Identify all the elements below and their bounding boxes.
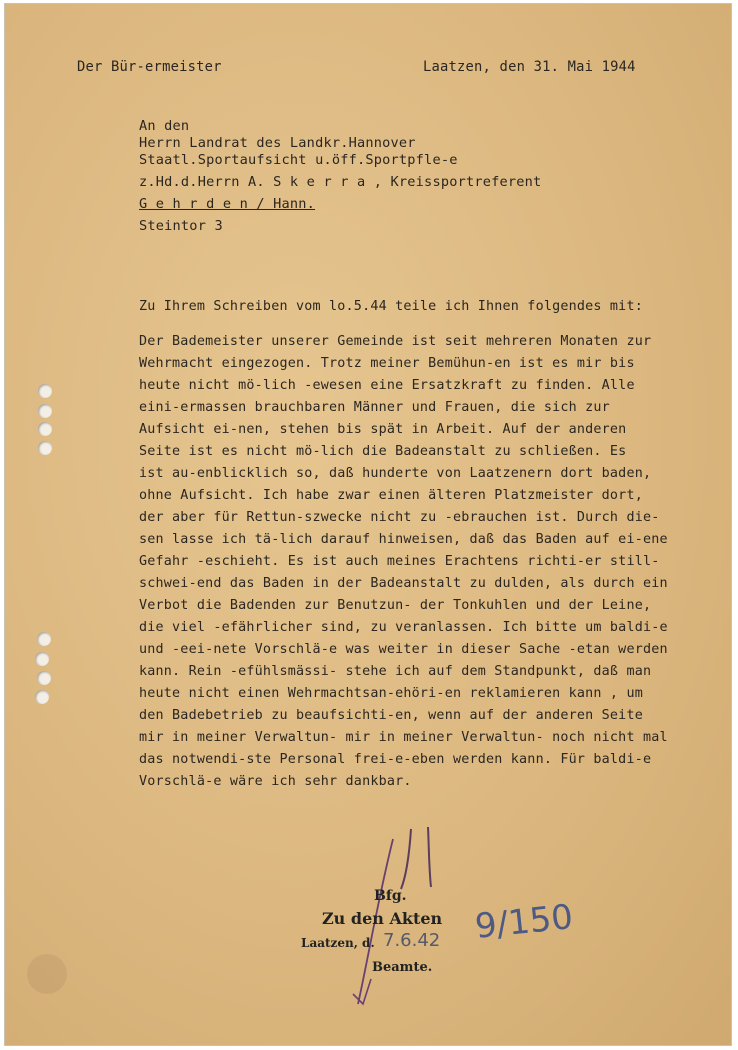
address-line: Herrn Landrat des Landkr.Hannover xyxy=(139,135,416,151)
body-line: das notwendi-ste Personal frei-e-eben werden kann. Für baldi-e xyxy=(139,752,652,767)
address-line: An den xyxy=(139,118,190,134)
body-line: ist au-enblicklich so, daß hunderte von Laatzenern dort baden, xyxy=(139,466,652,481)
stamp-text: Beamte. xyxy=(372,960,433,975)
body-line: ohne Aufsicht. Ich habe zwar einen älteren Platzmeister dort, xyxy=(139,488,643,503)
file-number-annotation: 9/150 xyxy=(473,896,575,948)
punch-hole xyxy=(38,441,52,455)
body-line: sen lasse ich tä-lich darauf hinweisen, daß das Baden auf ei-ene xyxy=(139,532,668,547)
body-line: Gefahr -eschieht. Es ist auch meines Erachtens richti-er still- xyxy=(139,554,660,569)
place-date-line: Laatzen, den 31. Mai 1944 xyxy=(423,59,636,75)
ink-blot xyxy=(27,954,67,994)
document-page xyxy=(4,3,732,1046)
body-line: eini-ermassen brauchbaren Männer und Frauen, die sich zur xyxy=(139,400,610,415)
punch-hole xyxy=(35,652,49,666)
body-line: Zu Ihrem Schreiben vom lo.5.44 teile ich Ihnen folgendes mit: xyxy=(139,299,643,314)
body-line: heute nicht mö-lich -ewesen eine Ersatzkraft zu finden. Alle xyxy=(139,378,635,393)
stamp-date: 7.6.42 xyxy=(383,930,441,951)
body-line: Wehrmacht eingezogen. Trotz meiner Bemühun-en ist es mir bis xyxy=(139,356,635,371)
stamp-text: Laatzen, d. xyxy=(301,936,375,950)
punch-hole xyxy=(35,690,49,704)
body-line: Verbot die Badenden zur Benutzun- der Tonkuhlen und der Leine, xyxy=(139,598,652,613)
punch-hole xyxy=(38,422,52,436)
body-line: und -eei-nete Vorschlä-e was weiter in dieser Sache -etan werden xyxy=(139,642,668,657)
sender-line: Der Bür-ermeister xyxy=(77,59,222,75)
punch-hole xyxy=(38,384,52,398)
address-line: Staatl.Sportaufsicht u.öff.Sportpfle-e xyxy=(139,152,458,168)
body-line: Der Bademeister unserer Gemeinde ist seit mehreren Monaten zur xyxy=(139,334,652,349)
stamp-text: Zu den Akten xyxy=(322,909,443,928)
punch-hole xyxy=(38,404,52,418)
body-line: kann. Rein -efühlsmässi- stehe ich auf dem Standpunkt, daß man xyxy=(139,664,652,679)
body-line: Vorschlä-e wäre ich sehr dankbar. xyxy=(139,774,412,789)
body-line: schwei-end das Baden in der Badeanstalt zu dulden, als durch ein xyxy=(139,576,668,591)
body-line: Seite ist es nicht mö-lich die Badeanstalt zu schließen. Es xyxy=(139,444,627,459)
punch-hole xyxy=(37,671,51,685)
body-line: heute nicht einen Wehrmachtsan-ehöri-en reklamieren kann , um xyxy=(139,686,643,701)
body-line: die viel -efährlicher sind, zu veranlassen. Ich bitte um baldi-e xyxy=(139,620,668,635)
address-street: Steintor 3 xyxy=(139,218,223,234)
body-line: mir in meiner Verwaltun- mir in meiner Verwaltun- noch nicht mal xyxy=(139,730,668,745)
address-city: G e h r d e n / Hann. xyxy=(139,196,316,212)
body-line: Aufsicht ei-nen, stehen bis spät in Arbeit. Auf der anderen xyxy=(139,422,627,437)
punch-hole xyxy=(37,632,51,646)
body-line: den Badebetrieb zu beaufsichti-en, wenn auf der anderen Seite xyxy=(139,708,643,723)
body-line: der aber für Rettun-szwecke nicht zu -ebrauchen ist. Durch die- xyxy=(139,510,660,525)
address-line: z.Hd.d.Herrn A. S k e r r a , Kreissportreferent xyxy=(139,174,542,190)
stamp-text: Bfg. xyxy=(374,888,407,904)
